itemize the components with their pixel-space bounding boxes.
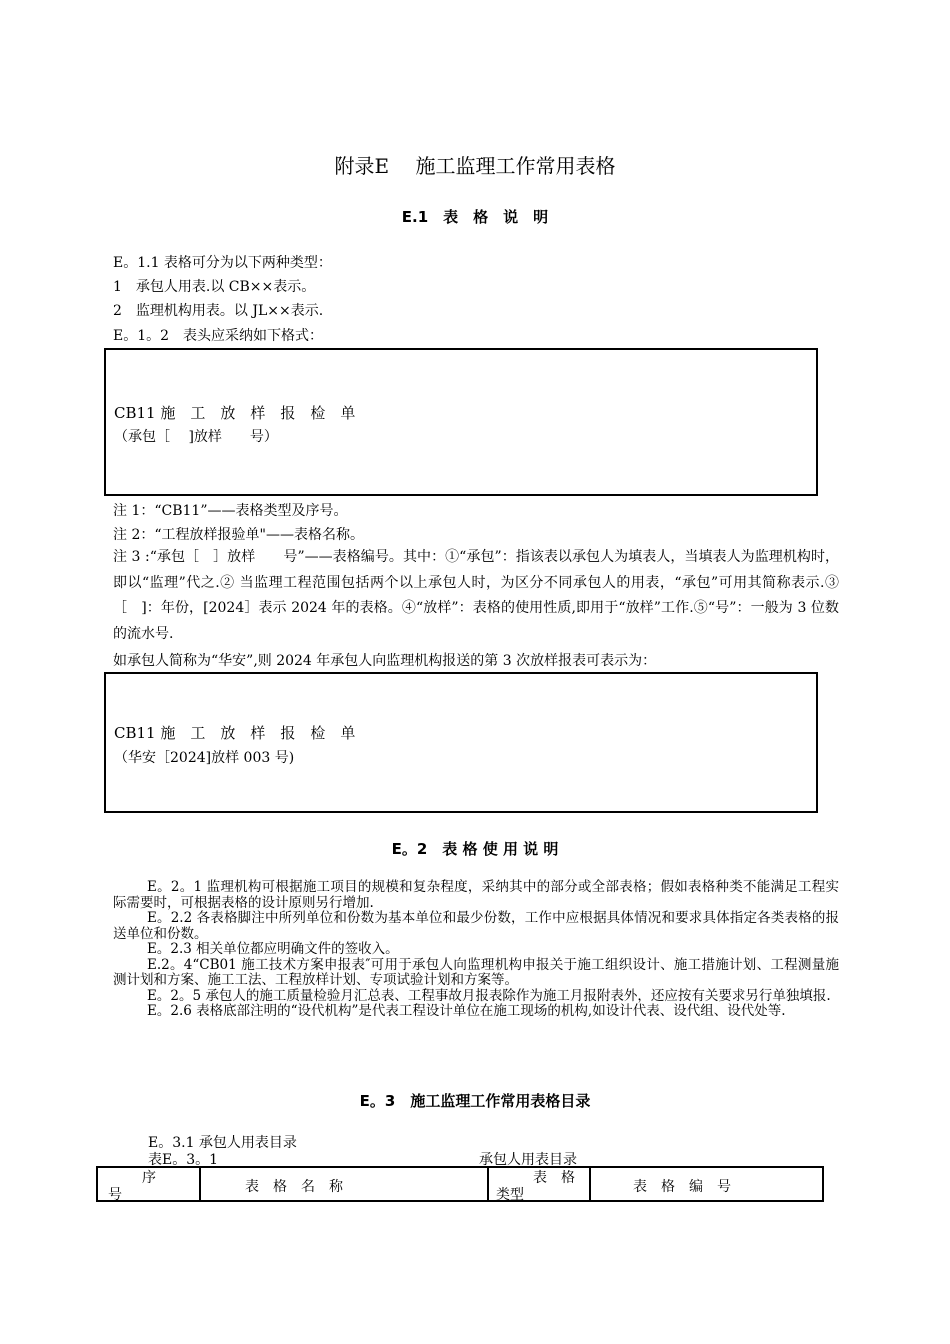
header-code: 表 格 编 号 (633, 1179, 731, 1195)
box-form-code: （华安［2024]放样 003 号) (114, 750, 295, 766)
table-number: 表E。3。1 (148, 1152, 219, 1168)
note-3-paragraph: 注 3 :“承包［ ］放样 号”——表格编号。其中：①“承包”：指该表以承包人为填表人，当填表人为监理机构时，即以“监理”代之.② 当监理工程范围包括两个以上承包人时，为区分不同承包人的用表，“承包”可用其简称表示.③［ ]：年份，[2024］表示 2024 年的表格。④“放样”：表格的使用性质,即用于“放样”工作.⑤“号”：一般为 3 位数的流水号. (113, 549, 839, 642)
header-format-box (104, 348, 818, 496)
page-title: 附录E 施工监理工作常用表格 (334, 154, 616, 178)
usage-paragraph: E.2。4“CB01 施工技术方案申报表″可用于承包人向监理机构申报关于施工组织设计、施工措施计划、工程测量施测计划和方案、施工工法、工程放样计划、专项试验计划和方案等。 (113, 956, 839, 988)
header-cell-seq (97, 1167, 200, 1201)
text-line: 1 承包人用表.以 CB××表示。 (113, 279, 316, 295)
usage-paragraph: E。2.6 表格底部注明的“设代机构”是代表工程设计单位在施工现场的机构,如设计代表、设代组、设代处等. (147, 1003, 786, 1019)
header-type-top: 表 格 (533, 1170, 575, 1186)
box-form-title: CB11 施 工 放 样 报 检 单 (114, 724, 356, 742)
section-heading-e2: E。2 表 格 使 用 说 明 (391, 840, 559, 858)
subsection-title: E。3.1 承包人用表目录 (148, 1135, 297, 1151)
header-name: 表 格 名 称 (245, 1179, 343, 1195)
usage-paragraph: E。2.2 各表格脚注中所列单位和份数为基本单位和最少份数，工作中应根据具体情况和要求具体指定各类表格的报送单位和份数。 (113, 910, 839, 942)
header-cell-name (200, 1167, 488, 1201)
example-format-box (104, 672, 818, 813)
table-title: 承包人用表目录 (479, 1152, 577, 1168)
note-line: 注 1：“CB11”——表格类型及序号。 (113, 503, 348, 519)
usage-paragraphs (113, 880, 839, 1020)
table-header-row (97, 1167, 823, 1201)
text-line: 2 监理机构用表。以 JL××表示. (113, 303, 324, 319)
text-line: E。1.1 表格可分为以下两种类型： (113, 255, 332, 271)
note-line: 注 2：“工程放样报验单"——表格名称。 (113, 527, 364, 543)
header-cell-code (590, 1167, 823, 1201)
header-seq-top: 序 (142, 1170, 156, 1186)
section-heading-e3: E。3 施工监理工作常用表格目录 (359, 1092, 591, 1110)
example-intro: 如承包人简称为“华安”,则 2024 年承包人向监理机构报送的第 3 次放样报表可表示为： (113, 653, 657, 669)
text-line: E。1。2 表头应采纳如下格式： (113, 328, 324, 344)
header-seq-bottom: 号 (108, 1187, 122, 1203)
usage-paragraph: E。2.3 相关单位都应明确文件的签收入。 (147, 941, 399, 957)
header-cell-type (488, 1167, 590, 1201)
contractor-forms-table (96, 1166, 824, 1202)
header-type-bottom: 类型 (496, 1187, 524, 1203)
box-form-title: CB11 施 工 放 样 报 检 单 (114, 404, 356, 422)
usage-paragraph: E。2。5 承包人的施工质量检验月汇总表、工程事故月报表除作为施工月报附表外，还应按有关要求另行单独填报. (147, 987, 831, 1004)
box-form-code: （承包［ ]放样 号） (114, 429, 278, 445)
section-heading-e1: E.1 表 格 说 明 (401, 208, 549, 226)
usage-paragraph: E。2。1 监理机构可根据施工项目的规模和复杂程度，采纳其中的部分或全部表格；假如表格种类不能满足工程实际需要时，可根据表格的设计原则另行增加. (113, 879, 839, 911)
